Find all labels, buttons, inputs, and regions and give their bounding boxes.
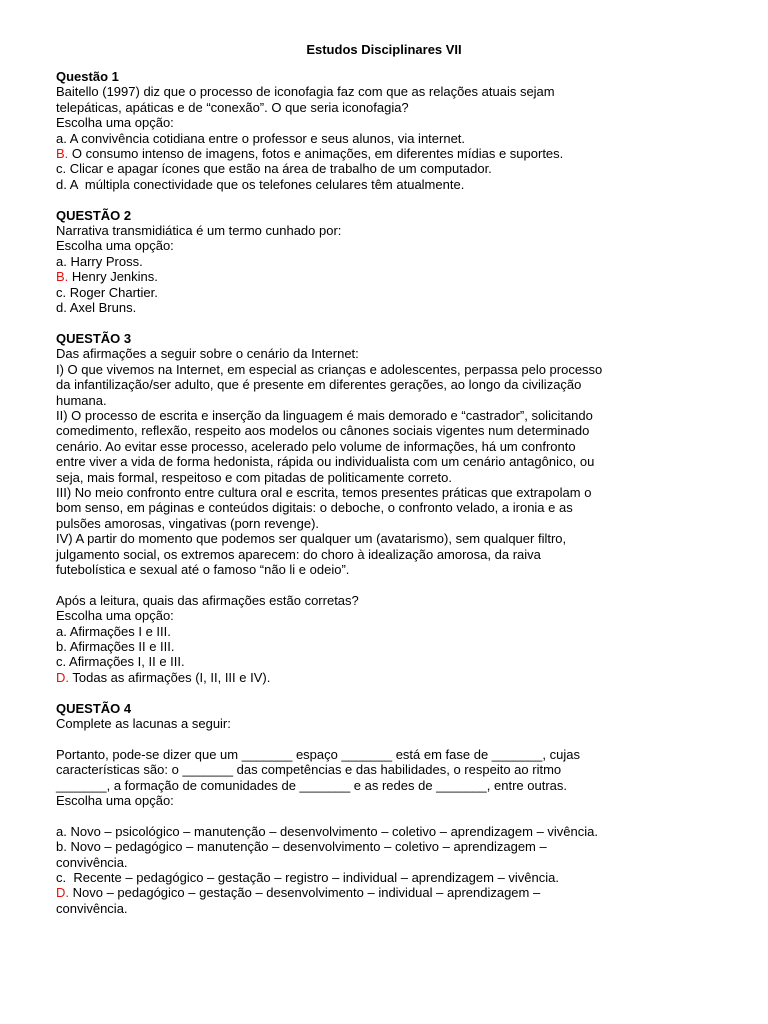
fill-in-passage-line: Portanto, pode-se dizer que um _______ espaço _______ está em fase de _______, cujas bbox=[56, 746, 580, 762]
question-heading: QUESTÃO 4 bbox=[56, 700, 132, 716]
option-a bbox=[56, 624, 661, 639]
statement-line: II) O processo de escrita e inserção da linguagem é mais demorado e “castrador”, solicitando bbox=[56, 407, 593, 423]
option-letter: a. bbox=[56, 623, 67, 639]
option-d-continuation: convivência. bbox=[56, 900, 128, 916]
statement-line: humana. bbox=[56, 392, 107, 408]
option-text: O consumo intenso de imagens, fotos e animações, em diferentes mídias e suportes. bbox=[68, 146, 564, 162]
option-d bbox=[56, 300, 661, 315]
fill-in-passage-line: características são: o _______ das competências e das habilidades, o respeito ao ritmo bbox=[56, 762, 562, 778]
option-text: Henry Jenkins. bbox=[68, 269, 158, 285]
document-title: Estudos Disciplinares VII bbox=[306, 42, 462, 57]
option-text: Afirmações I e III. bbox=[66, 623, 171, 639]
option-a bbox=[56, 131, 661, 146]
statement-line: pulsões amorosas, vingativas (porn revenge). bbox=[56, 515, 320, 531]
option-text: Novo – pedagógico – manutenção – desenvolvimento – coletivo – aprendizagem – bbox=[66, 839, 547, 855]
fill-in-passage-line: _______, a formação de comunidades de _______ e as redes de _______, entre outras. bbox=[56, 777, 567, 793]
option-d-correct bbox=[56, 670, 661, 685]
statement-line: da infantilização/ser adulto, que é presente em diferentes gerações, ao longo da civilização bbox=[56, 377, 582, 393]
option-b-continuation: convivência. bbox=[56, 854, 128, 870]
statement-line: IV) A partir do momento que podemos ser qualquer um (avatarismo), sem qualquer filtro, bbox=[56, 531, 567, 547]
option-b-correct bbox=[56, 146, 661, 161]
document-body bbox=[56, 69, 661, 916]
option-text: Harry Pross. bbox=[66, 253, 143, 269]
question-heading: Questão 1 bbox=[56, 69, 119, 84]
option-text: Afirmações II e III. bbox=[66, 638, 175, 654]
option-a bbox=[56, 254, 661, 269]
option-text: A convivência cotidiana entre o professor e seus alunos, via internet. bbox=[66, 130, 466, 146]
question-followup: Após a leitura, quais das afirmações estão corretas? bbox=[56, 592, 359, 608]
option-b bbox=[56, 639, 661, 654]
option-d-correct bbox=[56, 885, 661, 900]
option-letter: a. bbox=[56, 253, 67, 269]
option-letter: d. bbox=[56, 300, 67, 316]
option-a bbox=[56, 824, 661, 839]
option-text: A múltipla conectividade que os telefones celulares têm atualmente. bbox=[66, 176, 465, 192]
question-heading: QUESTÃO 3 bbox=[56, 330, 132, 346]
option-c bbox=[56, 285, 661, 300]
statement-line: cenário. Ao evitar esse processo, acelerado pelo volume de informações, há um confronto bbox=[56, 438, 576, 454]
option-text: Recente – pedagógico – gestação – registro – individual – aprendizagem – vivência. bbox=[66, 870, 559, 886]
option-b-correct bbox=[56, 269, 661, 284]
statement-line: julgamento social, os extremos aparecem: do choro à idealização amorosa, da raiva bbox=[56, 546, 541, 562]
correct-answer-letter: D. bbox=[56, 885, 69, 901]
option-text: Todas as afirmações (I, II, III e IV). bbox=[69, 669, 271, 685]
option-letter: c. bbox=[56, 654, 67, 670]
option-text: Novo – pedagógico – gestação – desenvolvimento – individual – aprendizagem – bbox=[69, 885, 541, 901]
option-letter: d. bbox=[56, 176, 67, 192]
statement-line: futebolística e sexual até o famoso “não li e odeio”. bbox=[56, 561, 350, 577]
option-letter: c. bbox=[56, 284, 67, 300]
option-letter: c. bbox=[56, 870, 67, 886]
option-letter: b. bbox=[56, 638, 67, 654]
statement-line: seja, mais formal, respeitoso e com pitadas de politicamente correto. bbox=[56, 469, 452, 485]
option-text: Afirmações I, II e III. bbox=[66, 654, 185, 670]
question-prompt-line: Das afirmações a seguir sobre o cenário da Internet: bbox=[56, 346, 359, 362]
option-letter: a. bbox=[56, 130, 67, 146]
question-prompt-line: Baitello (1997) diz que o processo de iconofagia faz com que as relações atuais sejam bbox=[56, 84, 555, 100]
question-heading: QUESTÃO 2 bbox=[56, 207, 132, 223]
option-letter: c. bbox=[56, 161, 67, 177]
option-c bbox=[56, 654, 661, 669]
statement-line: bom senso, em páginas e conteúdos digitais: o deboche, o confronto velado, a ironia e as bbox=[56, 500, 573, 516]
question-prompt-line: telepáticas, apáticas e de “conexão”. O que seria iconofagia? bbox=[56, 99, 409, 115]
option-text: Axel Bruns. bbox=[66, 300, 137, 316]
correct-answer-letter: D. bbox=[56, 669, 69, 685]
choose-option-label: Escolha uma opção: bbox=[56, 793, 174, 809]
option-text: Clicar e apagar ícones que estão na área de trabalho de um computador. bbox=[66, 161, 492, 177]
option-d bbox=[56, 177, 661, 192]
correct-answer-letter: B. bbox=[56, 269, 69, 285]
question-1 bbox=[56, 69, 661, 192]
statement-line: comedimento, reflexão, respeito aos modelos ou cânones sociais vigentes num determinado bbox=[56, 423, 590, 439]
correct-answer-letter: B. bbox=[56, 146, 69, 162]
option-letter: a. bbox=[56, 823, 67, 839]
question-prompt-line: Narrativa transmidiática é um termo cunhado por: bbox=[56, 223, 342, 239]
question-prompt-line: Complete as lacunas a seguir: bbox=[56, 716, 231, 731]
question-4 bbox=[56, 701, 661, 917]
question-3 bbox=[56, 331, 661, 685]
statement-line: I) O que vivemos na Internet, em especial as crianças e adolescentes, perpassa pelo processo bbox=[56, 361, 603, 377]
option-text: Novo – psicológico – manutenção – desenvolvimento – coletivo – aprendizagem – vivência. bbox=[66, 823, 598, 839]
option-letter: b. bbox=[56, 839, 67, 855]
statement-line: entre viver a vida de forma hedonista, rápida ou individualista com um cenário antagônico, ou bbox=[56, 454, 595, 470]
choose-option-label: Escolha uma opção: bbox=[56, 608, 174, 624]
choose-option-label: Escolha uma opção: bbox=[56, 238, 174, 254]
option-c bbox=[56, 161, 661, 176]
question-2 bbox=[56, 208, 661, 316]
option-text: Roger Chartier. bbox=[66, 284, 158, 300]
option-b bbox=[56, 839, 661, 854]
choose-option-label: Escolha uma opção: bbox=[56, 115, 174, 131]
option-c bbox=[56, 870, 661, 885]
statement-line: III) No meio confronto entre cultura oral e escrita, temos presentes práticas que extrapolam o bbox=[56, 484, 592, 500]
